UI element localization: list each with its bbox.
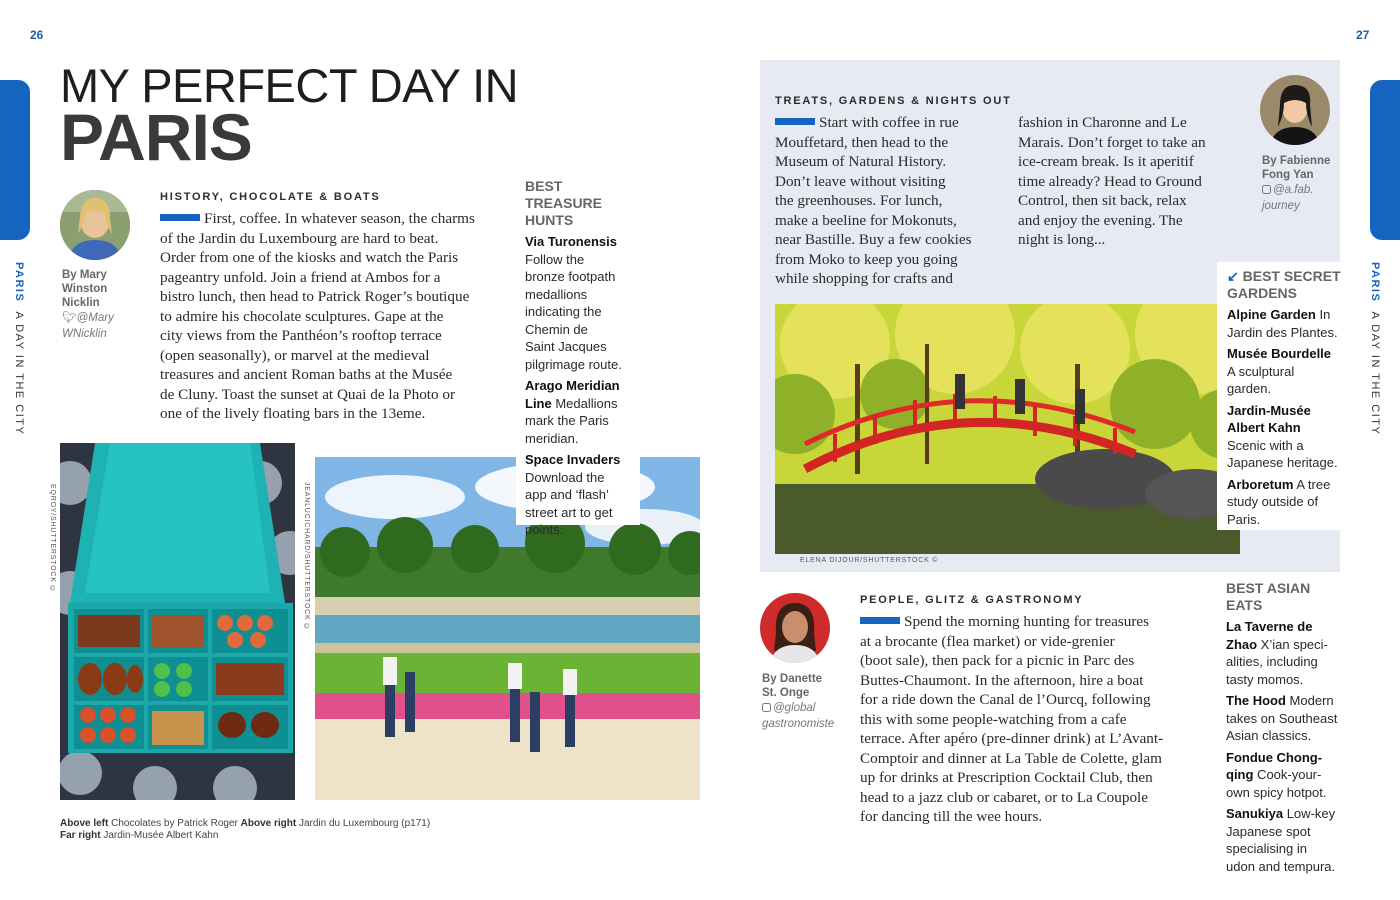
treats-body-col2 [1018,113,1250,250]
author-handle-2: WNicklin [62,328,107,340]
body-line: for dancing till the wee hours. [860,808,1043,825]
body-line: Marais. Don’t forget to take an [1018,133,1206,151]
byline-danette [762,672,842,732]
body-line: ice-cream break. Is it aperitif [1018,153,1194,170]
portrait-illustration [60,190,130,260]
body-line: Spend the morning hunting for treasures [860,612,1210,632]
history-body [160,209,510,424]
instagram-icon [762,703,771,712]
arrow-down-left-icon: ↙ [1227,268,1239,284]
body-line: for a ride down the Canal de l’Ourcq, following [860,691,1151,708]
body-line: fashion in Charonne and Le [1018,114,1187,131]
body-line: head to a jazz club or cabaret, or to La Coupole [860,788,1149,806]
body-line: city views from the Panthéon’s rooftop terrace [160,327,442,344]
body-line: Buttes-Chaumont. In the afternoon, hire a boat [860,671,1144,689]
best-secret-gardens-box [1217,262,1342,530]
body-line: Control, then sit back, relax [1018,192,1187,209]
garden-item: Arboretum A tree study outside of Paris. [1227,476,1331,527]
author-handle-2: journey [1262,200,1300,212]
chocolate-box-illustration [60,443,295,800]
body-line: Comptoir and dinner at La Table de Colette, glam [860,749,1162,767]
page-title-line2: PARIS [60,100,252,174]
body-line: this with some people-watching from a cafe [860,710,1127,728]
section-kicker-history: HISTORY, CHOCOLATE & BOATS [160,191,381,203]
byline-mary [62,268,142,342]
running-head-left [13,262,25,435]
byline-name: Winston [62,283,108,295]
byline-by: By Fabienne [1262,155,1331,167]
sidebar-heading: BEST ASIAN EATS [1226,580,1311,613]
accent-bar [160,214,200,221]
photo-captions: Above left Chocolates by Patrick Roger Above right Jardin du Luxembourg (p171) Far right Jardin-Musée Albert Kahn [60,818,431,841]
author-handle[interactable]: @a.fab. [1262,182,1338,198]
author-handle-2: gastronomiste [762,718,835,730]
sidebar-heading: GARDENS [1227,285,1298,301]
body-line: de Cluny. Toast the sunset at Quai de la Photo or [160,385,456,403]
page-number-left: 26 [30,28,44,42]
running-head-text: A DAY IN THE CITY [1369,311,1381,436]
section-kicker-treats: TREATS, GARDENS & NIGHTS OUT [775,95,1012,107]
photo-jardin-du-luxembourg [315,457,700,800]
sidebar-heading: ↙ BEST SECRET [1227,268,1341,284]
body-line: Museum of Natural History. [775,153,947,170]
body-line: one of the lively floating bars in the 13eme. [160,405,426,422]
body-line: up for drinks at Prescription Cocktail Club, then [860,769,1153,786]
asian-item: The Hood Modern takes on Southeast Asian classics. [1226,693,1338,743]
byline-name: St. Onge [762,687,810,699]
body-line: Order from one of the kiosks and watch the Paris [160,249,459,266]
body-line: (open seasonally), or marvel at the medieval [160,346,430,364]
body-line: treasures and ancient Roman baths at the Musée [160,366,453,383]
author-handle[interactable]: 🐦︎@Mary [62,312,114,324]
byline-name: Fong Yan [1262,169,1314,181]
running-head-section: PARIS [13,262,25,303]
photo-chocolates [60,443,295,800]
garden-item: Musée Bourdelle A sculptural garden. [1227,346,1332,396]
author-avatar-mary [60,190,130,260]
byline-by: By Mary [62,269,107,281]
page-number-right: 27 [1356,28,1370,42]
running-head-section: PARIS [1369,262,1381,303]
treasure-item: Via Turonensis Follow the bronze footpath medallions indicating the Chemin de Saint Jacques pilgrimage route. [525,234,622,372]
section-kicker-people: PEOPLE, GLITZ & GASTRONOMY [860,594,1084,606]
body-line: pageantry unfold. Join a friend at Ambos for a [160,268,441,286]
body-line: near Bastille. Buy a few cookies [775,231,972,248]
photo-credit-chocolates: EQROY/SHUTTERSTOCK © [49,484,56,594]
garden-item: Jardin-Musée Albert Kahn Scenic with a Japanese heritage. [1227,402,1338,470]
treasure-item: Arago Meridian Line Medallions mark the Paris meridian. [525,378,620,446]
asian-item: Sanukiya Low-key Japanese spot specialising in udon and tempura. [1226,806,1336,874]
photo-jardin-musee-albert-kahn [775,304,1240,554]
body-line: time already? Head to Ground [1018,172,1202,190]
photo-credit-luxembourg: JEANLUCICHARD/SHUTTERSTOCK © [303,482,310,632]
body-line: from Moko to keep you going [775,250,958,268]
byline-by: By Danette [762,673,823,685]
accent-bar [860,617,900,624]
people-body [860,612,1210,827]
body-line: (boot sale), then pack for a picnic in Parc des [860,652,1135,669]
garden-item: Alpine Garden In Jardin des Plantes. [1227,307,1338,340]
body-line: Don’t leave without visiting [775,172,946,190]
author-avatar-danette [760,593,830,663]
body-line: Mouffetard, then head to the [775,133,949,151]
sidebar-heading: BEST TREASURE [525,178,603,211]
page-title-line1: MY PERFECT DAY IN [60,59,519,112]
twitter-icon: 🐦︎ [62,312,77,324]
japanese-garden-illustration [775,304,1240,554]
park-illustration [315,457,700,800]
body-line: and enjoy the evening. The [1018,211,1183,229]
body-line: night is long... [1018,231,1106,248]
running-head-right [1369,262,1381,435]
body-line: make a beeline for Mokonuts, [775,211,957,229]
body-line: First, coffee. In whatever season, the charms [160,209,510,229]
body-line: the greenhouses. For lunch, [775,192,943,209]
best-asian-eats-box [1226,580,1346,875]
body-line: at a brocante (flea market) or vide-grenier [860,632,1115,650]
photo-credit-kahn: ELENA DIJOUR/SHUTTERSTOCK © [800,557,939,564]
sidebar-heading: HUNTS [525,212,574,228]
treats-body-col1 [775,113,1007,289]
author-handle[interactable]: @global [762,700,842,716]
instagram-icon [1262,185,1271,194]
treasure-item: Space Invaders Download the app and ‘flash’ street art to get points. [525,452,621,537]
body-line: terrace. After apéro (pre-dinner drink) at L’Avant- [860,730,1164,747]
running-head-text: A DAY IN THE CITY [13,311,25,436]
best-treasure-hunts-box [516,172,640,537]
body-line: Start with coffee in rue [775,113,1007,133]
body-line: of the Jardin du Luxembourg are hard to beat. [160,229,439,247]
asian-item: Fondue Chong- qing Cook-your- own spicy hotpot. [1226,749,1327,800]
byline-name2: Nicklin [62,297,100,309]
chapter-tab-left [0,80,30,240]
body-line: while shopping for crafts and [775,270,953,287]
portrait-illustration [1260,75,1330,145]
author-avatar-fabienne [1260,75,1330,145]
portrait-illustration [760,593,830,663]
body-line: bistro lunch, then head to Patrick Roger’s boutique [160,288,470,305]
chapter-tab-right [1370,80,1400,240]
asian-item: La Taverne de Zhao X’ian speci- alities, including tasty momos. [1226,619,1328,687]
byline-fabienne [1262,154,1338,214]
body-line: to admire his chocolate sculptures. Gape at the [160,307,444,325]
accent-bar [775,118,815,125]
